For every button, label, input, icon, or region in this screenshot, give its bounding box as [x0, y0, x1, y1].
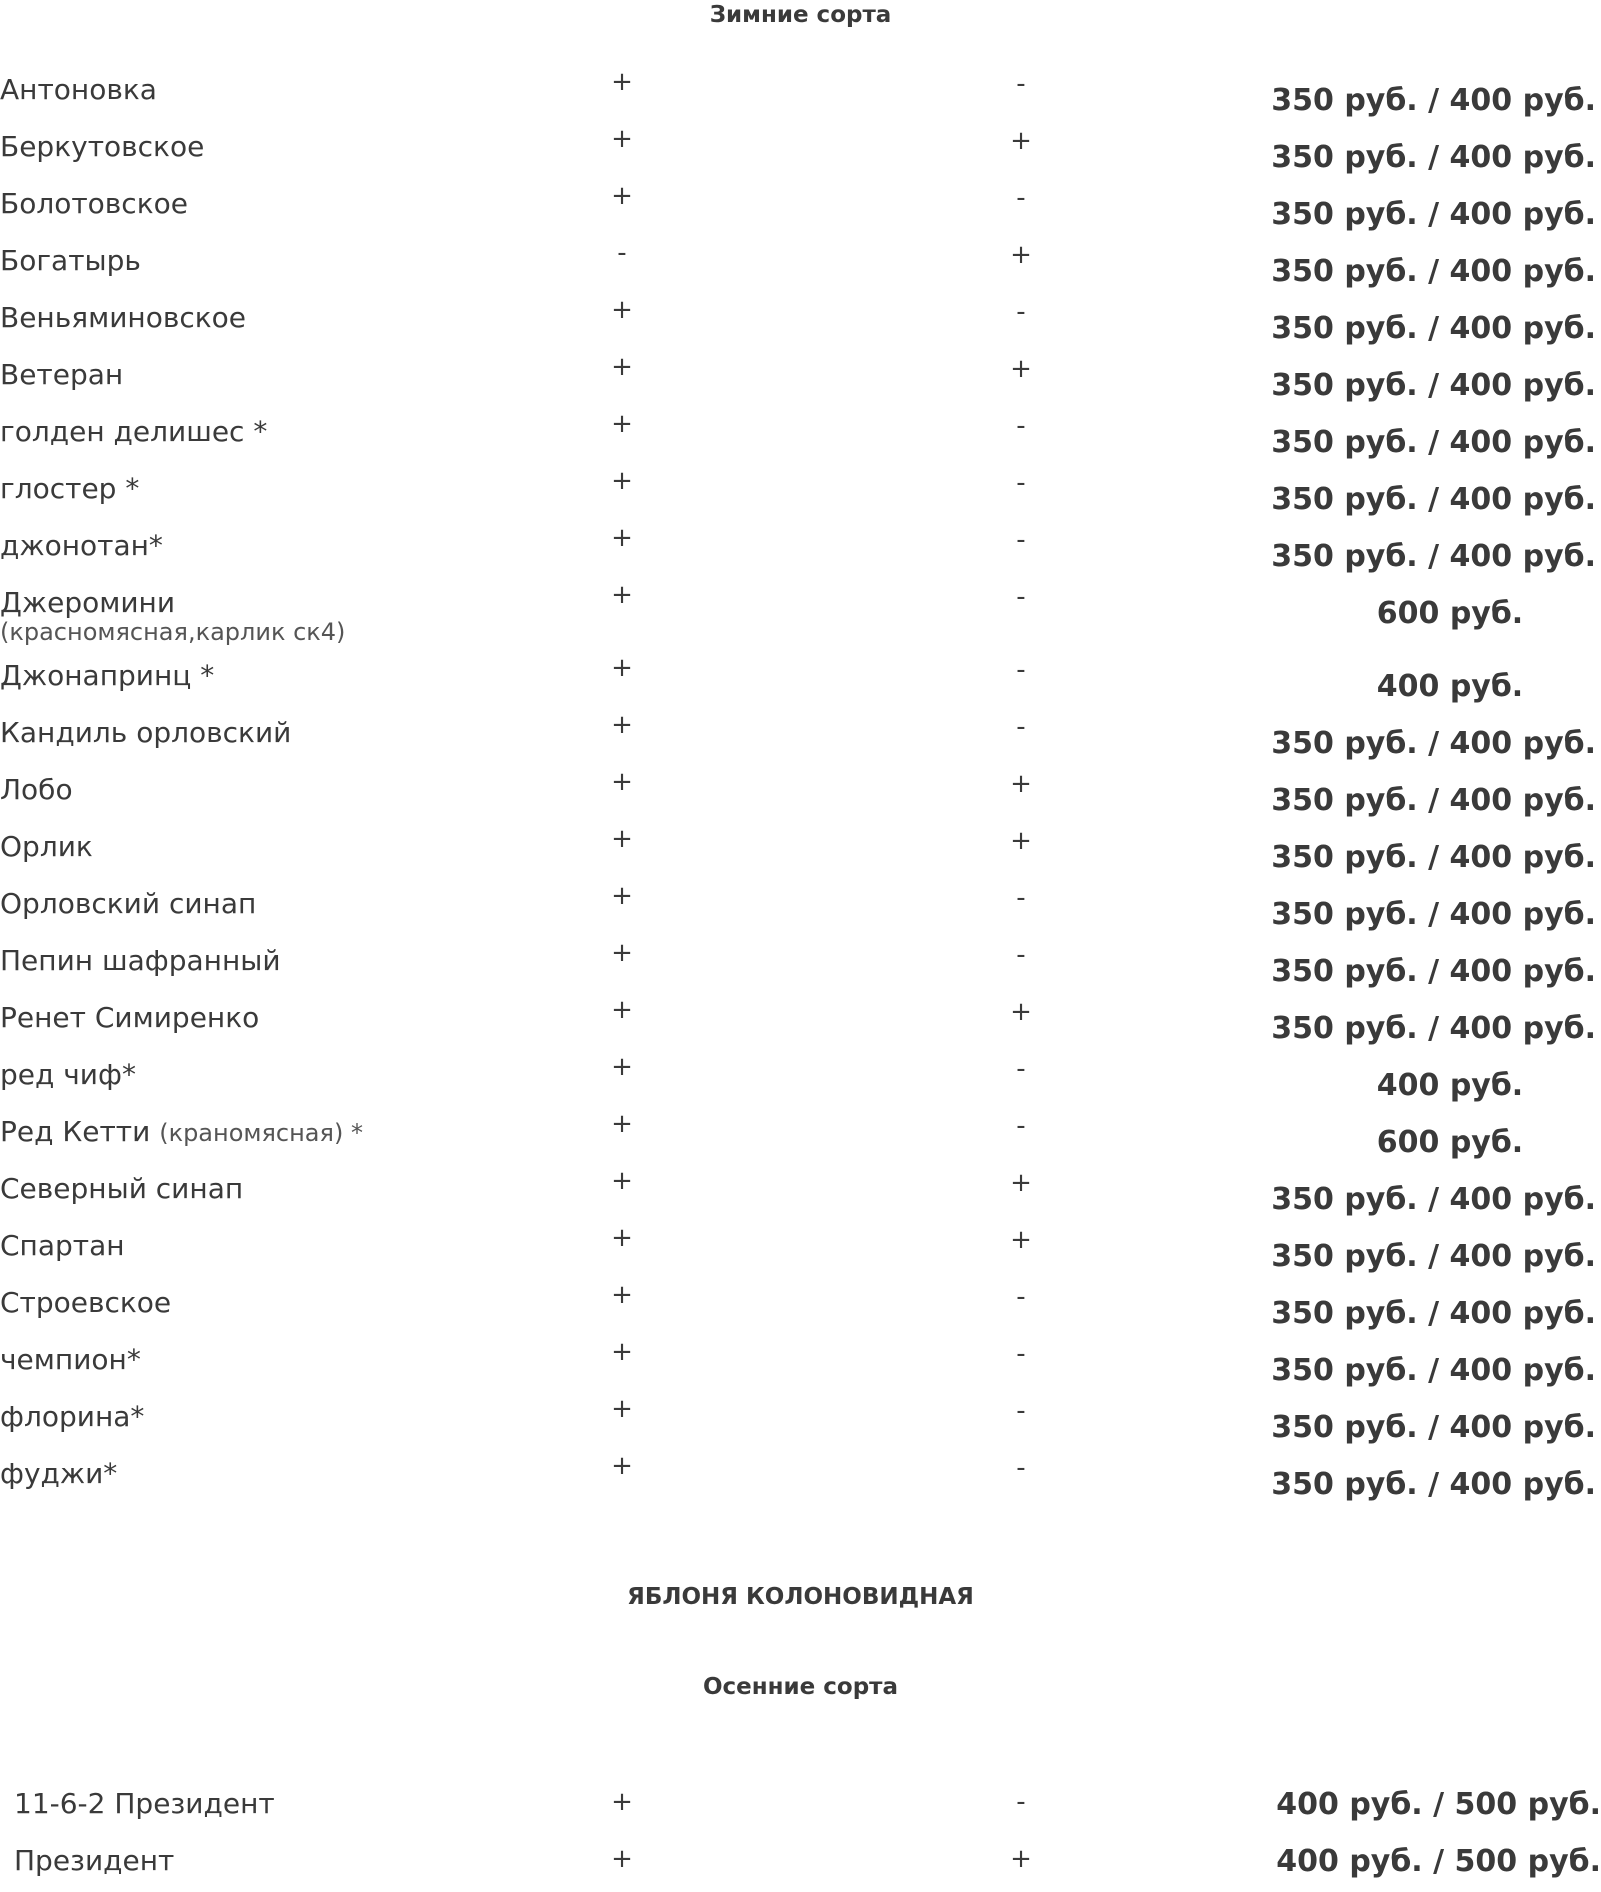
table-row [0, 124, 1601, 178]
variety-name-text: Пепин шафранный [0, 944, 281, 977]
variety-price: 350 руб. / 400 руб. [1271, 1467, 1596, 1502]
variety-name [0, 73, 157, 106]
variety-name [0, 659, 214, 692]
variety-name [0, 415, 267, 448]
variety-name [0, 586, 175, 619]
variety-name [0, 130, 204, 163]
variety-name [14, 1844, 174, 1877]
variety-name-text: Лобо [0, 773, 73, 806]
variety-name-text: флорина* [0, 1400, 145, 1433]
mark-column-2: + [1010, 1844, 1032, 1874]
variety-price: 350 руб. / 400 руб. [1271, 1239, 1596, 1274]
variety-name-text: ред чиф* [0, 1058, 136, 1091]
variety-price: 350 руб. / 400 руб. [1271, 840, 1596, 875]
table-row [0, 1280, 1601, 1334]
table-row [0, 1787, 1601, 1835]
variety-price: 350 руб. / 400 руб. [1271, 897, 1596, 932]
mark-column-2: - [1016, 1282, 1026, 1312]
mark-column-1: + [611, 1787, 633, 1817]
variety-price: 350 руб. / 400 руб. [1271, 1410, 1596, 1445]
variety-name [0, 187, 188, 220]
mark-column-2: - [1016, 1111, 1026, 1141]
table-row [0, 238, 1601, 292]
mark-column-2: - [1016, 1787, 1026, 1817]
variety-price: 350 руб. / 400 руб. [1271, 197, 1596, 232]
table-row [0, 1394, 1601, 1448]
mark-column-2: - [1016, 1396, 1026, 1426]
variety-name [0, 1058, 136, 1091]
variety-price: 350 руб. / 400 руб. [1271, 539, 1596, 574]
variety-price: 400 руб. [1376, 669, 1524, 704]
variety-name [0, 358, 123, 391]
mark-column-1: + [611, 352, 633, 382]
variety-name [0, 1172, 243, 1205]
variety-price: 350 руб. / 400 руб. [1271, 425, 1596, 460]
mark-column-2: - [1016, 582, 1026, 612]
variety-price: 600 руб. [1376, 1125, 1524, 1160]
table-row [0, 466, 1601, 520]
table-row [0, 295, 1601, 349]
variety-name-text: Строевское [0, 1286, 172, 1319]
variety-name-text: Веньяминовское [0, 301, 247, 334]
mark-column-1: - [617, 238, 627, 268]
variety-name [0, 1229, 125, 1262]
autumn-subheading: Осенние сорта [702, 1674, 899, 1700]
variety-price: 350 руб. / 400 руб. [1271, 1182, 1596, 1217]
variety-name [0, 244, 141, 277]
variety-name-text: Ренет Симиренко [0, 1001, 260, 1034]
mark-column-1: + [611, 1451, 633, 1481]
table-row [0, 1223, 1601, 1277]
mark-column-1: + [611, 824, 633, 854]
mark-column-1: + [611, 938, 633, 968]
table-row [0, 523, 1601, 577]
mark-column-1: + [611, 1280, 633, 1310]
table-row [0, 67, 1601, 121]
variety-name-text: Президент [14, 1844, 175, 1877]
variety-name [0, 1001, 259, 1034]
variety-price: 400 руб. / 500 руб. [1276, 1787, 1601, 1822]
mark-column-1: + [611, 1844, 633, 1874]
variety-name-text: Орловский синап [0, 887, 257, 920]
variety-name-text: Болотовское [0, 187, 188, 220]
table-row [0, 181, 1601, 235]
variety-name [0, 472, 139, 505]
mark-column-1: + [611, 466, 633, 496]
variety-price: 400 руб. [1376, 1068, 1524, 1103]
mark-column-2: + [1010, 240, 1032, 270]
table-row [0, 1844, 1601, 1892]
table-row [0, 995, 1601, 1049]
variety-name-text: Джеромини [0, 586, 176, 619]
mark-column-1: + [611, 1394, 633, 1424]
mark-column-2: - [1016, 655, 1026, 685]
mark-column-2: - [1016, 411, 1026, 441]
variety-name-text: глостер * [0, 472, 140, 505]
variety-price: 350 руб. / 400 руб. [1271, 954, 1596, 989]
mark-column-1: + [611, 653, 633, 683]
table-row [0, 409, 1601, 463]
variety-name-text: Беркутовское [0, 130, 205, 163]
variety-name [14, 1787, 275, 1820]
mark-column-2: - [1016, 1339, 1026, 1369]
mark-column-1: + [611, 67, 633, 97]
mark-column-2: - [1016, 1054, 1026, 1084]
variety-name [0, 1400, 144, 1433]
variety-name [0, 1286, 171, 1319]
variety-price: 350 руб. / 400 руб. [1271, 1011, 1596, 1046]
mark-column-1: + [611, 995, 633, 1025]
mark-column-2: - [1016, 525, 1026, 555]
variety-name-text: чемпион* [0, 1343, 141, 1376]
mark-column-2: - [1016, 468, 1026, 498]
mark-column-2: - [1016, 297, 1026, 327]
variety-price: 350 руб. / 400 руб. [1271, 1296, 1596, 1331]
mark-column-2: + [1010, 997, 1032, 1027]
variety-name-text: Антоновка [0, 73, 157, 106]
variety-name [0, 529, 163, 562]
table-row [0, 352, 1601, 406]
mark-column-1: + [611, 767, 633, 797]
variety-price: 350 руб. / 400 руб. [1271, 311, 1596, 346]
mark-column-1: + [611, 1337, 633, 1367]
variety-price: 350 руб. / 400 руб. [1271, 482, 1596, 517]
variety-name-text: голден делишес * [0, 415, 268, 448]
mark-column-2: + [1010, 1168, 1032, 1198]
variety-name-text: Северный синап [0, 1172, 244, 1205]
mark-column-1: + [611, 523, 633, 553]
variety-name [0, 1115, 363, 1148]
variety-subtitle: (красномясная,карлик ск4) [0, 618, 346, 646]
variety-name-text: Ветеран [0, 358, 124, 391]
variety-price: 350 руб. / 400 руб. [1271, 1353, 1596, 1388]
mark-column-2: + [1010, 126, 1032, 156]
mark-column-1: + [611, 1166, 633, 1196]
variety-name-text: Богатырь [0, 244, 141, 277]
table-row [0, 881, 1601, 935]
mark-column-2: - [1016, 1453, 1026, 1483]
variety-note: (краномясная) * [159, 1119, 363, 1147]
table-row [0, 1109, 1601, 1163]
variety-price: 350 руб. / 400 руб. [1271, 254, 1596, 289]
mark-column-2: + [1010, 1225, 1032, 1255]
variety-name-text: 11-6-2 Президент [14, 1787, 275, 1820]
mark-column-1: + [611, 409, 633, 439]
table-row [0, 580, 1601, 646]
variety-name-text: Ред Кетти [0, 1115, 151, 1148]
variety-name [0, 1457, 117, 1490]
variety-price: 600 руб. [1376, 596, 1524, 631]
variety-price: 400 руб. / 500 руб. [1276, 1844, 1601, 1879]
table-row [0, 767, 1601, 821]
mark-column-1: + [611, 1109, 633, 1139]
table-row [0, 653, 1601, 707]
variety-name-text: Кандиль орловский [0, 716, 292, 749]
variety-name [0, 944, 281, 977]
mark-column-2: + [1010, 826, 1032, 856]
mark-column-2: - [1016, 883, 1026, 913]
variety-name [0, 773, 73, 806]
mark-column-2: - [1016, 712, 1026, 742]
table-row [0, 1337, 1601, 1391]
variety-name [0, 830, 93, 863]
table-row [0, 938, 1601, 992]
variety-price: 350 руб. / 400 руб. [1271, 368, 1596, 403]
mark-column-1: + [611, 1052, 633, 1082]
table-row [0, 1166, 1601, 1220]
variety-price: 350 руб. / 400 руб. [1271, 83, 1596, 118]
table-row [0, 824, 1601, 878]
columnar-heading: ЯБЛОНЯ КОЛОНОВИДНАЯ [627, 1584, 974, 1610]
mark-column-1: + [611, 124, 633, 154]
variety-name [0, 887, 256, 920]
winter-heading: Зимние сорта [709, 2, 892, 28]
table-row [0, 710, 1601, 764]
mark-column-2: + [1010, 354, 1032, 384]
variety-name-text: джонотан* [0, 529, 163, 562]
variety-price: 350 руб. / 400 руб. [1271, 140, 1596, 175]
mark-column-1: + [611, 881, 633, 911]
variety-name [0, 716, 291, 749]
variety-price: 350 руб. / 400 руб. [1271, 726, 1596, 761]
mark-column-1: + [611, 295, 633, 325]
mark-column-2: - [1016, 69, 1026, 99]
mark-column-2: - [1016, 940, 1026, 970]
table-row [0, 1052, 1601, 1106]
mark-column-2: - [1016, 183, 1026, 213]
mark-column-2: + [1010, 769, 1032, 799]
variety-name-text: Спартан [0, 1229, 125, 1262]
variety-price: 350 руб. / 400 руб. [1271, 783, 1596, 818]
mark-column-1: + [611, 710, 633, 740]
variety-name [0, 301, 246, 334]
variety-name-text: Джонапринц * [0, 659, 215, 692]
variety-name [0, 1343, 141, 1376]
mark-column-1: + [611, 580, 633, 610]
mark-column-1: + [611, 1223, 633, 1253]
mark-column-1: + [611, 181, 633, 211]
variety-name-text: фуджи* [0, 1457, 118, 1490]
table-row [0, 1451, 1601, 1505]
variety-name-text: Орлик [0, 830, 93, 863]
